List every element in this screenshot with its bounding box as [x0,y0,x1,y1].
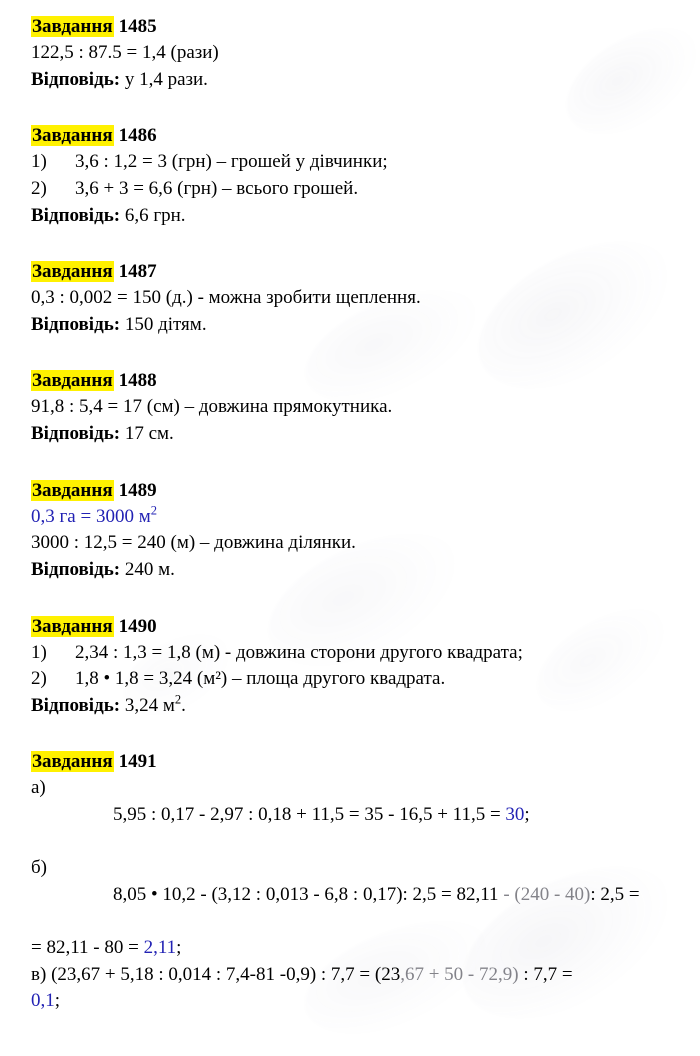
expr-part-faded: - (240 - 40) [498,883,591,905]
solution-line [31,962,700,989]
expr-part: 5,95 : 0,17 - 2,97 : 0,18 + 11,5 = 35 - 16,5 + 11,5 = [113,804,506,826]
expr-result: 30 [505,804,525,826]
step-marker: б) [31,857,47,879]
solution-line: 91,8 : 5,4 = 17 (см) – довжина прямокутника. [31,396,393,418]
task-block-1486 [31,123,700,229]
answer-label: Відповідь: [31,558,121,580]
step-marker: в) [31,963,47,985]
answer-value: 150 дітям. [120,313,207,335]
step-text: 3,6 : 1,2 = 3 (грн) – грошей у дівчинки; [75,151,388,173]
solution-continuation-line [31,935,700,962]
step-marker: 2) [31,177,47,199]
expr-part: ; [524,804,530,826]
answer-value: у 1,4 рази. [120,68,208,90]
task-number: 1490 [118,615,157,637]
solution-line [31,149,700,176]
step-marker: 1) [31,151,47,173]
step-text: 2,34 : 1,3 = 1,8 (м) - довжина сторони другого квадрата; [75,641,523,663]
task-block-1488 [31,368,700,447]
solution-line [31,775,700,855]
task-heading-1488 [31,368,700,393]
solution-line: 3000 : 12,5 = 240 (м) – довжина ділянки. [31,532,356,554]
task-heading-label: Завдання [32,615,113,637]
task-block-1487 [31,259,700,338]
expr-part-faded: ,67 + 50 - 72,9) [400,963,519,985]
unit-conversion-text: 0,3 га = 3000 м [31,505,151,527]
solution-continuation-line [31,988,700,1015]
answer-line [31,203,700,230]
task-number: 1488 [118,370,157,392]
solution-line [31,640,700,667]
answer-value-tail: . [181,694,186,716]
task-number: 1485 [118,16,157,37]
answer-label: Відповідь: [31,68,121,90]
task-heading-1490 [31,614,700,639]
task-number: 1489 [118,479,157,501]
superscript-exponent: 2 [174,692,182,707]
expr-result: 0,1 [31,990,55,1012]
expr-result: 2,11 [143,937,177,959]
task-number: 1491 [118,751,157,773]
answer-label: Відповідь: [31,423,121,445]
task-heading-label: Завдання [32,261,113,283]
step-marker: а) [31,777,46,799]
expr-part: : 7,7 = [518,963,573,985]
solution-line [31,855,700,935]
expr-part: ; [54,990,61,1012]
task-block-1485 [31,14,700,93]
task-number: 1487 [118,261,157,283]
expr-part: (23,67 + 5,18 : 0,014 : 7,4-81 -0,9) : 7,7 = (23 [46,963,401,985]
solution-line: 0,3 : 0,002 = 150 (д.) - можна зробити щеплення. [31,287,421,309]
task-heading-1485 [31,14,700,39]
solution-line [31,176,700,203]
expr-part: = 82,11 - 80 = [31,937,144,959]
expr-part: 8,05 • 10,2 - (3,12 : 0,013 - 6,8 : 0,17): 2,5 = 82,11 [113,883,499,905]
answer-line [31,312,700,339]
solution-line: 122,5 : 87.5 = 1,4 (рази) [31,42,219,64]
task-number: 1486 [118,125,157,147]
answer-value: 240 м. [120,558,175,580]
answer-label: Відповідь: [31,204,121,226]
answer-line [31,421,700,448]
answer-line [31,693,700,720]
task-heading-1491 [31,749,700,774]
task-heading-1487 [31,259,700,284]
step-text: 3,6 + 3 = 6,6 (грн) – всього грошей. [75,177,359,199]
task-heading-1486 [31,123,700,148]
task-heading-1489 [31,478,700,503]
answer-value: 17 см. [120,423,174,445]
expr-part: ; [176,937,182,959]
expr-part: : 2,5 = [590,883,640,905]
superscript-exponent: 2 [150,503,157,518]
task-block-1490 [31,614,700,720]
step-text [75,775,700,855]
task-heading-label: Завдання [32,370,113,392]
step-text: 1,8 • 1,8 = 3,24 (м²) – площа другого квадрата. [75,668,446,690]
answer-line [31,557,700,584]
task-block-1491 [31,749,700,1014]
step-marker: 2) [31,668,47,690]
task-heading-label: Завдання [32,125,113,147]
step-text [75,855,700,935]
task-block-1489 [31,478,700,584]
unit-conversion-line [31,504,700,531]
task-heading-label: Завдання [32,751,113,773]
task-heading-label: Завдання [32,479,113,501]
task-heading-label: Завдання [32,16,113,37]
answer-label: Відповідь: [31,694,121,716]
answer-label: Відповідь: [31,313,121,335]
answer-value: 6,6 грн. [120,204,186,226]
answer-value: 3,24 м [120,694,175,716]
step-marker: 1) [31,641,47,663]
answer-line [31,67,700,94]
solution-line [31,666,700,693]
